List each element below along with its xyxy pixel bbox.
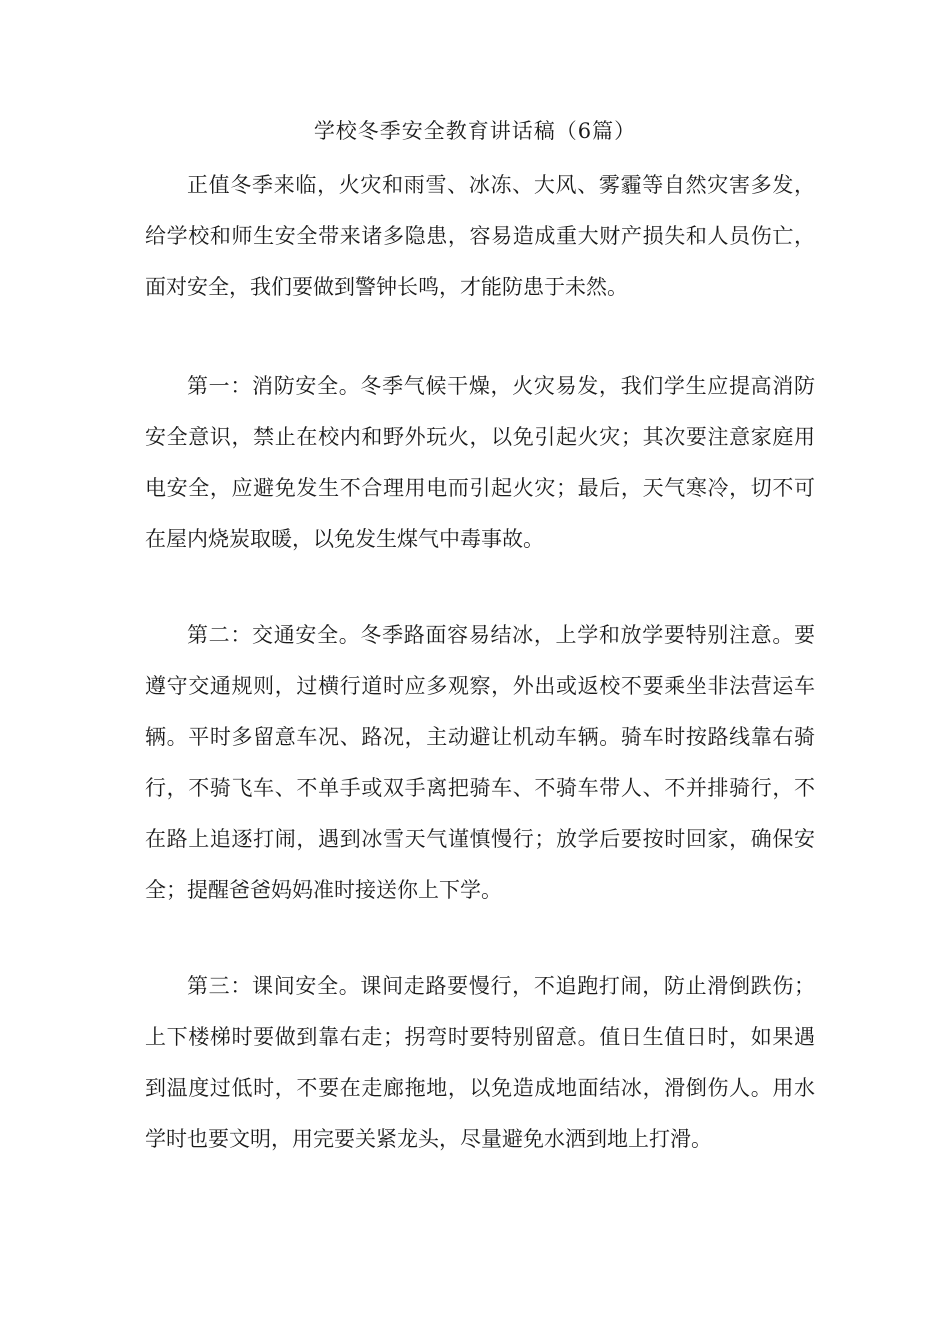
paragraph-intro: 正值冬季来临，火灾和雨雪、冰冻、大风、雾霾等自然灾害多发，给学校和师生安全带来诸多隐患，容易造成重大财产损失和人员伤亡，面对安全，我们要做到警钟长鸣，才能防患于未然。: [145, 173, 815, 299]
paragraph-traffic-safety: 第二：交通安全。冬季路面容易结冰，上学和放学要特别注意。要遵守交通规则，过横行道时应多观察，外出或返校不要乘坐非法营运车辆。平时多留意车况、路况，主动避让机动车辆。骑车时按路线靠右骑行，不骑飞车、不单手或双手离把骑车、不骑车带人、不并排骑行，不在路上追逐打闹，遇到冰雪天气谨慎慢行；放学后要按时回家，确保安全；提醒爸爸妈妈准时接送你上下学。: [145, 623, 815, 902]
document-title: 学校冬季安全教育讲话稿（6篇）: [313, 119, 637, 143]
paragraph-fire-safety: 第一：消防安全。冬季气候干燥，火灾易发，我们学生应提高消防安全意识，禁止在校内和野外玩火，以免引起火灾；其次要注意家庭用电安全，应避免发生不合理用电而引起火灾；最后，天气寒冷，切不可在屋内烧炭取暖，以免发生煤气中毒事故。: [145, 374, 815, 551]
paragraph-break-safety: 第三：课间安全。课间走路要慢行，不追跑打闹，防止滑倒跌伤；上下楼梯时要做到靠右走；拐弯时要特别留意。值日生值日时，如果遇到温度过低时，不要在走廊拖地，以免造成地面结冰，滑倒伤人。用水学时也要文明，用完要关紧龙头，尽量避免水洒到地上打滑。: [145, 974, 815, 1151]
